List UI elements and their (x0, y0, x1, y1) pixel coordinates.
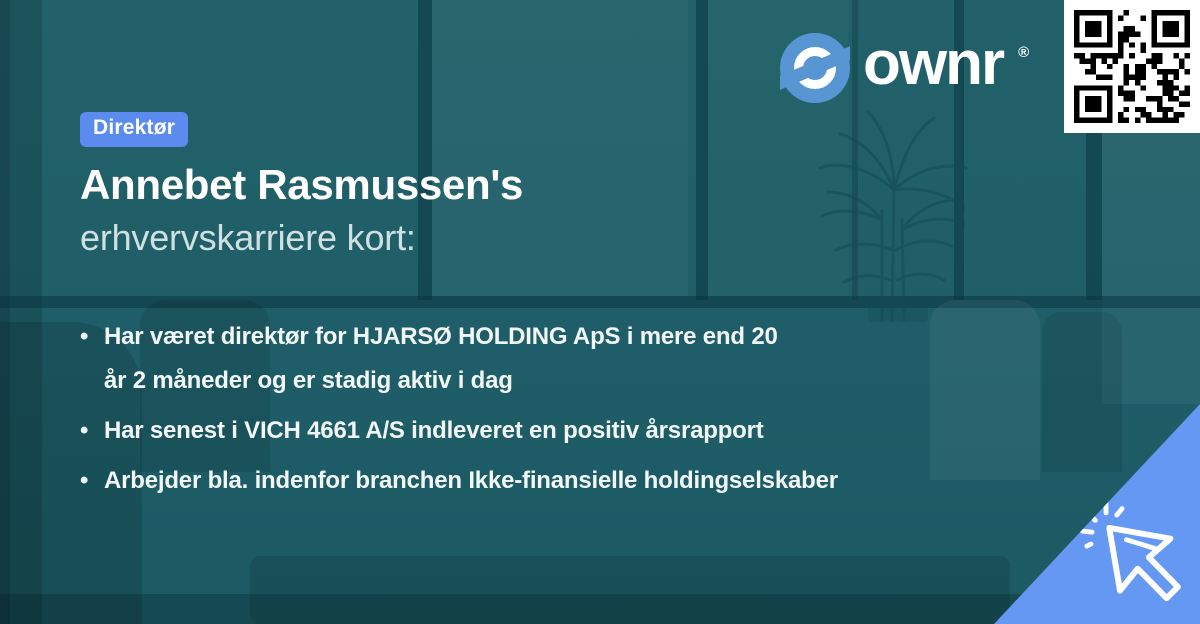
ownr-logo-icon (780, 33, 850, 103)
bullet-text-line: • Har senest i VICH 4661 A/S indleveret en positiv årsrapport (104, 417, 764, 444)
card-subtitle: erhvervskarriere kort: (80, 217, 416, 258)
bullet-item (80, 315, 1020, 403)
career-bullet-list (80, 315, 1020, 503)
bullet-item (80, 409, 1020, 453)
bullet-item (80, 459, 1020, 503)
brand-logo (780, 30, 1029, 106)
brand-wordmark: ownr (863, 29, 1004, 98)
person-name-title: Annebet Rasmussen's (80, 161, 524, 208)
registered-mark: ® (1018, 43, 1030, 61)
bullet-text-line: • Arbejder bla. indenfor branchen Ikke-finansielle holdingselskaber (104, 467, 838, 494)
qr-code (1064, 0, 1200, 133)
role-badge: Direktør (80, 112, 188, 147)
bullet-text-line: • Har været direktør for HJARSØ HOLDING ApS i mere end 20 (104, 323, 778, 350)
bullet-text-line: år 2 måneder og er stadig aktiv i dag (104, 367, 513, 394)
card-content (80, 112, 1060, 509)
